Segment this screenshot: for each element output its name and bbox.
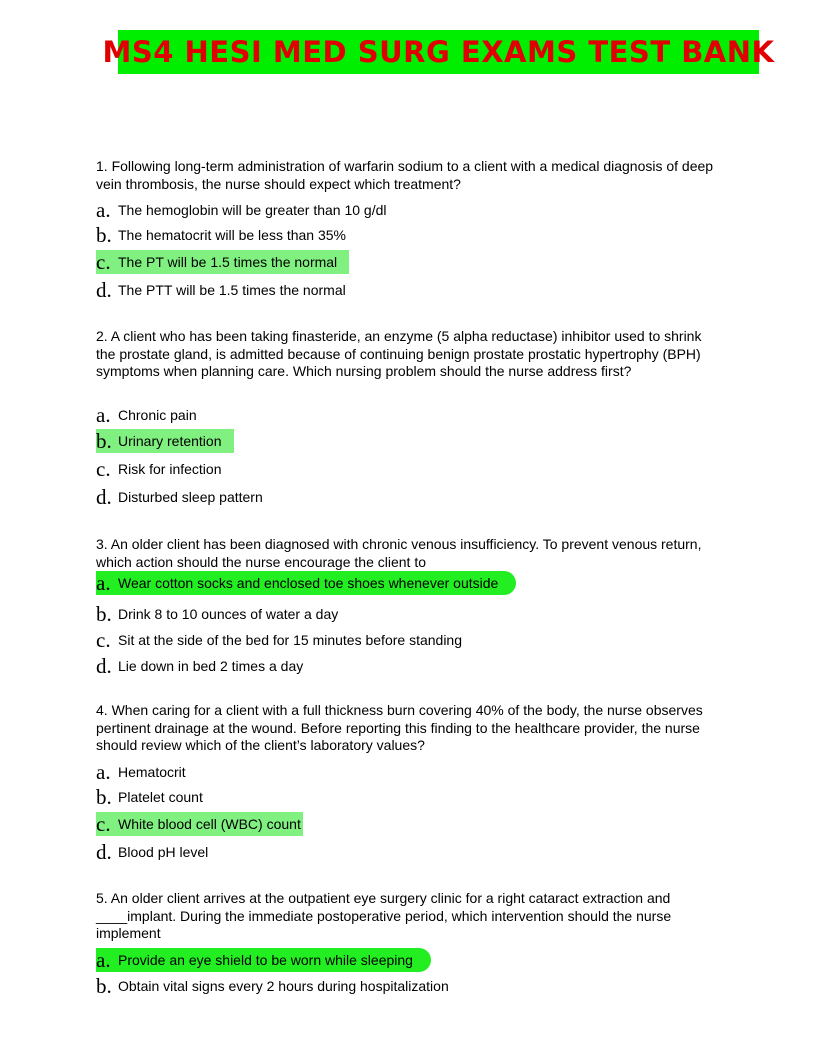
option-text: The PTT will be 1.5 times the normal — [118, 282, 346, 298]
option-text: Sit at the side of the bed for 15 minutes before standing — [118, 632, 462, 648]
question-5-text: 5. An older client arrives at the outpatient eye surgery clinic for a right cataract extraction and ____implant. During the immediate postoperative period, which intervention should the nurse implement — [96, 890, 672, 941]
option-text: Drink 8 to 10 ounces of water a day — [118, 606, 339, 622]
option-text: Chronic pain — [118, 407, 197, 423]
option-letter: b. — [96, 429, 112, 453]
question-3-option-c — [96, 628, 462, 652]
option-text: Obtain vital signs every 2 hours during hospitalization — [118, 978, 449, 994]
option-letter: a. — [96, 403, 111, 427]
option-letter: b. — [96, 974, 112, 998]
question-1-option-a — [96, 198, 387, 222]
option-text: White blood cell (WBC) count — [118, 816, 301, 832]
option-text: Provide an eye shield to be worn while sleeping — [118, 952, 413, 968]
question-3-text: 3. An older client has been diagnosed with chronic venous insufficiency. To prevent venous return, which action should the nurse encourage the client to — [96, 536, 702, 570]
option-letter: a. — [96, 948, 111, 972]
question-4-option-c-highlighted — [96, 812, 303, 836]
option-text: Urinary retention — [118, 433, 222, 449]
question-2-option-a — [96, 403, 197, 427]
question-1-option-b — [96, 223, 346, 247]
option-text: Risk for infection — [118, 461, 222, 477]
question-1-option-c-highlighted — [96, 250, 349, 274]
option-letter: d. — [96, 278, 112, 302]
question-3-option-b — [96, 602, 338, 626]
option-letter: b. — [96, 785, 112, 809]
option-letter: b. — [96, 602, 112, 626]
option-text: Disturbed sleep pattern — [118, 489, 263, 505]
option-letter: d. — [96, 485, 112, 509]
option-text: Wear cotton socks and enclosed toe shoes whenever outside — [118, 575, 499, 591]
option-letter: c. — [96, 812, 111, 836]
question-4-option-d — [96, 840, 208, 864]
option-text: The hematocrit will be less than 35% — [118, 227, 346, 243]
question-2-option-c — [96, 457, 221, 481]
option-text: Hematocrit — [118, 764, 186, 780]
option-letter: a. — [96, 198, 111, 222]
question-4-option-a — [96, 760, 186, 784]
question-2-option-d — [96, 485, 263, 509]
question-1-text: 1. Following long-term administration of warfarin sodium to a client with a medical diagnosis of deep vein thrombosis, the nurse should expect which treatment? — [96, 158, 714, 192]
option-letter: b. — [96, 223, 112, 247]
question-3-option-a-highlighted — [96, 571, 516, 595]
question-2-option-b-highlighted — [96, 429, 234, 453]
option-letter: a. — [96, 571, 111, 595]
question-1-option-d — [96, 278, 346, 302]
option-letter: c. — [96, 457, 111, 481]
option-text: The hemoglobin will be greater than 10 g/dl — [118, 202, 387, 218]
option-letter: c. — [96, 250, 111, 274]
document-title: MS4 HESI MED SURG EXAMS TEST BANK — [102, 35, 775, 69]
title-banner — [102, 30, 775, 74]
question-2-text: 2. A client who has been taking finasteride, an enzyme (5 alpha reductase) inhibitor used to shrink the prostate gland, is admitted because of continuing benign prostate prostatic hypertrophy (BPH) symptoms when planning care. Which nursing problem should the nurse address first? — [96, 328, 702, 379]
question-4-option-b — [96, 785, 203, 809]
question-5-option-b — [96, 974, 449, 998]
option-letter: a. — [96, 760, 111, 784]
option-text: Platelet count — [118, 789, 203, 805]
question-4-text: 4. When caring for a client with a full thickness burn covering 40% of the body, the nurse observes pertinent drainage at the wound. Before reporting this finding to the healthcare provider, the nurse should review which of the client’s laboratory values? — [96, 702, 703, 753]
option-text: Blood pH level — [118, 844, 209, 860]
option-letter: d. — [96, 654, 112, 678]
question-3-option-d — [96, 654, 303, 678]
option-text: Lie down in bed 2 times a day — [118, 658, 304, 674]
option-letter: d. — [96, 840, 112, 864]
option-letter: c. — [96, 628, 111, 652]
option-text: The PT will be 1.5 times the normal — [118, 254, 338, 270]
question-5-option-a-highlighted — [96, 948, 431, 972]
